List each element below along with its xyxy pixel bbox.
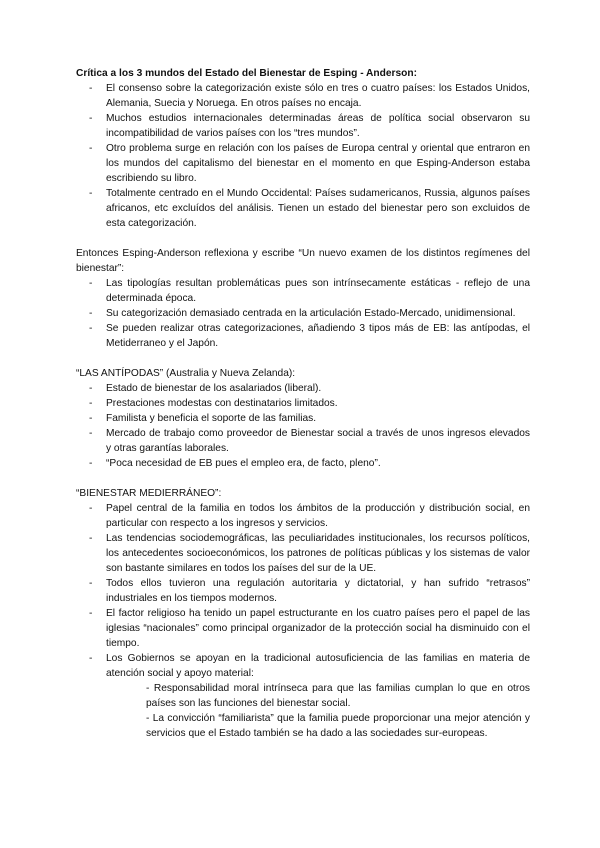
list-item-text: Estado de bienestar de los asalariados (liberal).	[106, 383, 322, 394]
reexamination-list	[76, 276, 530, 351]
dash: -	[89, 143, 93, 154]
dash: -	[89, 608, 93, 619]
list-item	[76, 186, 530, 231]
list-item	[76, 456, 530, 471]
list-item	[76, 501, 530, 531]
list-item	[76, 576, 530, 606]
list-item	[76, 411, 530, 426]
list-item-text: “Poca necesidad de EB pues el empleo era, de facto, pleno”.	[106, 458, 381, 469]
sub-list-item: - Responsabilidad moral intrínseca para que las familias cumplan lo que en otros países son las funciones del bienestar social.	[146, 683, 530, 709]
list-item	[76, 606, 530, 651]
dash: -	[89, 323, 93, 334]
list-item-text: Prestaciones modestas con destinatarios limitados.	[106, 398, 338, 409]
list-item-text: Su categorización demasiado centrada en la articulación Estado-Mercado, unidimensional.	[106, 308, 516, 319]
section-title: Crítica a los 3 mundos del Estado del Bienestar de Esping - Anderson:	[76, 68, 417, 79]
list-item	[76, 141, 530, 186]
list-item	[76, 81, 530, 111]
list-item	[76, 651, 530, 681]
spacer	[76, 351, 530, 366]
list-item	[76, 111, 530, 141]
list-item-text: Las tipologías resultan problemáticas pues son intrínsecamente estáticas - reflejo de una determinada época.	[106, 278, 530, 304]
list-item-text: Mercado de trabajo como proveedor de Bienestar social a través de unos ingresos elevados y otras garantías laborales.	[106, 428, 530, 454]
list-item-text: Papel central de la familia en todos los ámbitos de la producción y distribución social, en particular con respecto a los ingresos y servicios.	[106, 503, 530, 529]
list-item-text: Las tendencias sociodemográficas, las peculiaridades institucionales, los recursos políticos, los antecedentes socioeconómicos, los patrones de políticas públicas y los sistemas de valor son bastante similares en todos los países del sur de la UE.	[106, 533, 530, 574]
dash: -	[89, 533, 93, 544]
dash: -	[89, 413, 93, 424]
dash: -	[89, 83, 93, 94]
dash: -	[89, 383, 93, 394]
list-item	[76, 306, 530, 321]
dash: -	[89, 428, 93, 439]
dash: -	[89, 458, 93, 469]
sub-list-item: - La convicción “familiarista” que la familia puede proporcionar una mejor atención y servicios que el Estado también se ha dado a las sociedades sur-europeas.	[146, 713, 530, 739]
list-item-text: El consenso sobre la categorización existe sólo en tres o cuatro países: los Estados Unidos, Alemania, Suecia y Noruega. En otros países no encaja.	[106, 83, 530, 109]
list-item	[76, 321, 530, 351]
list-item-text: Familista y beneficia el soporte de las familias.	[106, 413, 317, 424]
dash: -	[89, 578, 93, 589]
dash: -	[89, 113, 93, 124]
list-item	[76, 381, 530, 396]
list-item	[76, 276, 530, 306]
list-item-text: Totalmente centrado en el Mundo Occidental: Países sudamericanos, Russia, algunos países africanos, etc excluídos del análisis. Tienen un estado del bienestar pero son excluidos de esta categorización.	[106, 188, 530, 229]
list-item-text: Se pueden realizar otras categorizaciones, añadiendo 3 tipos más de EB: las antípodas, el Metiderraneo y el Japón.	[106, 323, 530, 349]
dash: -	[89, 308, 93, 319]
dash: -	[89, 503, 93, 514]
list-item-text: Los Gobiernos se apoyan en la tradicional autosuficiencia de las familias en materia de atención social y apoyo material:	[106, 653, 530, 679]
list-item-text: Todos ellos tuvieron una regulación autoritaria y dictatorial, y han sufrido “retrasos” industriales en los tiempos modernos.	[106, 578, 530, 604]
mediterranean-list	[76, 501, 530, 681]
dash: -	[89, 398, 93, 409]
list-item-text: El factor religioso ha tenido un papel estructurante en los cuatro países pero el papel de las iglesias “nacionales” como principal organizador de la protección social ha disminuido con el tiempo.	[106, 608, 530, 649]
spacer	[76, 471, 530, 486]
intro-paragraph: Entonces Esping-Anderson reflexiona y escribe “Un nuevo examen de los distintos regímenes del bienestar”:	[76, 248, 530, 274]
dash: -	[89, 278, 93, 289]
critique-list	[76, 81, 530, 231]
antipodes-heading: “LAS ANTÍPODAS” (Australia y Nueva Zelanda):	[76, 368, 296, 379]
dash: -	[89, 188, 93, 199]
spacer	[76, 231, 530, 246]
mediterranean-heading: “BIENESTAR MEDIERRÁNEO”:	[76, 488, 222, 499]
list-item	[76, 426, 530, 456]
antipodes-list	[76, 381, 530, 471]
list-item-text: Otro problema surge en relación con los países de Europa central y oriental que entraron en los mundos del capitalismo del bienestar en el momento en que Esping-Anderson estaba escribiendo su libro.	[106, 143, 530, 184]
mediterranean-sublist	[76, 681, 530, 741]
list-item	[76, 396, 530, 411]
list-item-text: Muchos estudios internacionales determinadas áreas de política social observaron su incompatibilidad de varios países con los “tres mundos”.	[106, 113, 530, 139]
dash: -	[89, 653, 93, 664]
list-item	[76, 531, 530, 576]
